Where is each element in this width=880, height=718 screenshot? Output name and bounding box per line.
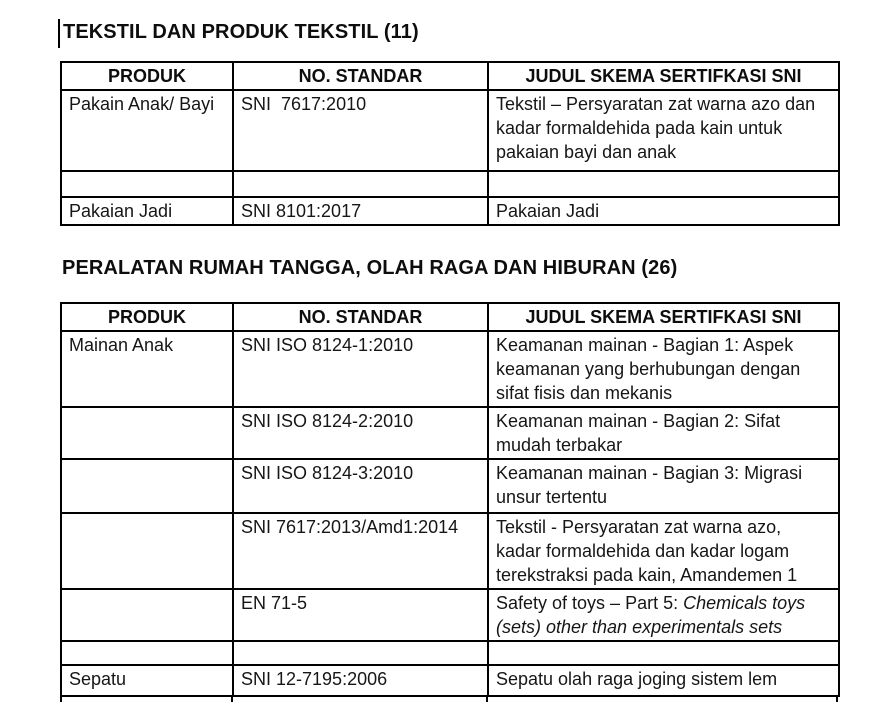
- judul-cell[interactable]: Sepatu olah raga joging sistem lem: [488, 665, 839, 696]
- judul-cell[interactable]: Keamanan mainan - Bagian 3: Migrasi unsur tertentu: [488, 459, 839, 513]
- judul-cell[interactable]: [488, 641, 839, 665]
- table-row: [61, 407, 839, 459]
- table-row: [61, 513, 839, 589]
- tekstil-table-container: [60, 61, 840, 226]
- produk-cell[interactable]: [61, 171, 233, 197]
- standar-column-header[interactable]: NO. STANDAR: [233, 303, 488, 331]
- table-row: [61, 459, 839, 513]
- produk-column-header[interactable]: PRODUK: [61, 303, 233, 331]
- table-cutoff-row: [60, 697, 838, 702]
- standar-cell[interactable]: [233, 171, 488, 197]
- table-row-empty: [61, 171, 839, 197]
- table-border-stub: [60, 697, 62, 702]
- produk-cell[interactable]: [61, 641, 233, 665]
- produk-cell[interactable]: Pakaian Jadi: [61, 197, 233, 225]
- produk-cell[interactable]: [61, 459, 233, 513]
- judul-italic-text: Chemicals toys (sets) other than experimentals sets: [496, 593, 806, 637]
- table-border-stub: [231, 697, 233, 702]
- standar-cell[interactable]: SNI 7617:2010: [233, 90, 488, 171]
- table-row: [61, 331, 839, 407]
- produk-cell[interactable]: [61, 407, 233, 459]
- judul-cell[interactable]: Keamanan mainan - Bagian 1: Aspek keamanan yang berhubungan dengan sifat fisis dan mekanis: [488, 331, 839, 407]
- section-heading-tekstil[interactable]: TEKSTIL DAN PRODUK TEKSTIL (11): [63, 21, 419, 43]
- standar-cell[interactable]: SNI 7617:2013/Amd1:2014: [233, 513, 488, 589]
- text-cursor: [58, 19, 60, 48]
- standar-cell[interactable]: [233, 641, 488, 665]
- judul-cell[interactable]: Tekstil - Persyaratan zat warna azo, kadar formaldehida dan kadar logam terekstraksi pada kain, Amandemen 1: [488, 513, 839, 589]
- table-header-row: [61, 62, 839, 90]
- standar-cell[interactable]: EN 71-5: [233, 589, 488, 641]
- section-heading-peralatan[interactable]: PERALATAN RUMAH TANGGA, OLAH RAGA DAN HIBURAN (26): [62, 257, 678, 279]
- standar-cell[interactable]: SNI 8101:2017: [233, 197, 488, 225]
- judul-cell[interactable]: Tekstil – Persyaratan zat warna azo dan kadar formaldehida pada kain untuk pakaian bayi dan anak: [488, 90, 839, 171]
- peralatan-table-container: [60, 302, 840, 702]
- judul-cell[interactable]: Keamanan mainan - Bagian 2: Sifat mudah terbakar: [488, 407, 839, 459]
- table-row-empty: [61, 641, 839, 665]
- peralatan-table: [60, 302, 840, 697]
- judul-text: Safety of toys – Part 5:: [496, 593, 684, 613]
- produk-cell[interactable]: Pakain Anak/ Bayi: [61, 90, 233, 171]
- judul-cell[interactable]: [488, 589, 839, 641]
- produk-cell[interactable]: [61, 513, 233, 589]
- table-row: [61, 197, 839, 225]
- standar-cell[interactable]: SNI ISO 8124-1:2010: [233, 331, 488, 407]
- standar-cell[interactable]: SNI ISO 8124-3:2010: [233, 459, 488, 513]
- standar-cell[interactable]: SNI ISO 8124-2:2010: [233, 407, 488, 459]
- table-row: [61, 589, 839, 641]
- table-row: [61, 665, 839, 696]
- judul-column-header[interactable]: JUDUL SKEMA SERTIFKASI SNI: [488, 303, 839, 331]
- table-border-stub: [836, 697, 838, 702]
- judul-column-header[interactable]: JUDUL SKEMA SERTIFKASI SNI: [488, 62, 839, 90]
- standar-column-header[interactable]: NO. STANDAR: [233, 62, 488, 90]
- produk-cell[interactable]: Mainan Anak: [61, 331, 233, 407]
- judul-cell[interactable]: Pakaian Jadi: [488, 197, 839, 225]
- standar-cell[interactable]: SNI 12-7195:2006: [233, 665, 488, 696]
- produk-cell[interactable]: [61, 589, 233, 641]
- table-row: [61, 90, 839, 171]
- produk-cell[interactable]: Sepatu: [61, 665, 233, 696]
- judul-cell[interactable]: [488, 171, 839, 197]
- table-border-stub: [486, 697, 488, 702]
- produk-column-header[interactable]: PRODUK: [61, 62, 233, 90]
- table-header-row: [61, 303, 839, 331]
- tekstil-table: [60, 61, 840, 226]
